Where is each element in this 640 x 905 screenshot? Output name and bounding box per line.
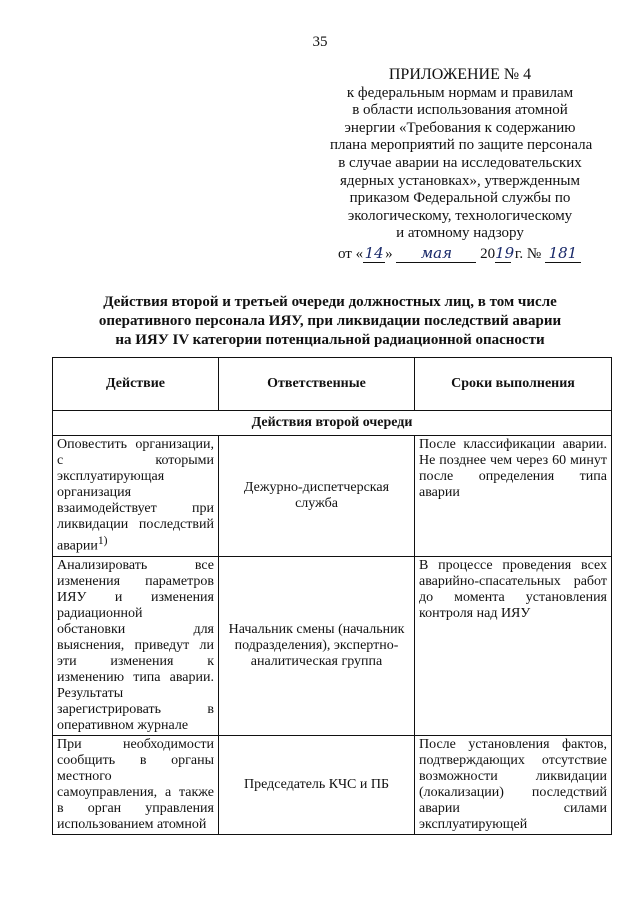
document-title [60,293,600,350]
handwritten-number: 181 [545,244,581,263]
title-line: на ИЯУ IV категории потенциальной радиационной опасности [115,332,545,348]
actions-table [52,357,612,835]
appendix-block [330,66,593,243]
footnote-mark: 1) [97,534,108,547]
section-row [53,411,612,436]
action-cell [53,436,219,557]
table-row [53,436,612,557]
deadline-cell: В процессе проведения всех аварийно-спасательных работ до момента установления контроля над ИЯУ [415,556,612,735]
appendix-line: и атомному надзору [396,225,524,242]
appendix-line: в области использования атомной [352,102,568,119]
appendix-line: плана мероприятий по защите персонала [330,137,593,154]
page-number: 35 [312,34,328,50]
table-row [53,735,612,834]
appendix-line: экологическому, технологическому [347,207,573,224]
responsible-cell: Председатель КЧС и ПБ [219,735,415,834]
responsible-cell: Начальник смены (начальник подразделения), экспертно-аналитическая группа [219,556,415,735]
date-prefix: от « [338,246,364,262]
section-title: Действия второй очереди [53,411,612,436]
handwritten-month: мая [396,244,476,263]
action-text: Оповестить организации, с которыми эксплуатирующая организация взаимодействует при ликвидации последствий аварии [57,437,214,554]
table-row [53,556,612,735]
header-deadline: Сроки выполнения [415,358,612,411]
appendix-title: ПРИЛОЖЕНИЕ № 4 [388,66,532,83]
deadline-cell: После классификации аварии. Не позднее чем через 60 минут после определения типа аварии [415,436,612,557]
number-label: г. № [514,246,542,262]
appendix-line: ядерных установках», утвержденным [340,172,580,189]
date-mid: » [385,246,393,262]
handwritten-day: 14 [364,244,384,262]
year-prefix: 20 [480,246,496,262]
responsible-cell: Дежурно-диспетчерская служба [219,436,415,557]
header-responsible: Ответственные [219,358,415,411]
appendix-line: энергии «Требования к содержанию [344,119,576,136]
action-cell: Анализировать все изменения параметров ИЯУ и изменения радиационной обстановки для выяснения, приведут ли эти изменения к изменению типа аварии. Результаты зарегистрировать в оперативном журнале [53,556,219,735]
handwritten-year: 19 [495,244,515,262]
appendix-line: приказом Федеральной службы по [349,190,571,207]
title-line: Действия второй и третьей очереди должностных лиц, в том числе [103,294,557,310]
appendix-line: к федеральным нормам и правилам [346,84,574,101]
order-date-number [338,244,581,263]
table-header-row [53,358,612,411]
action-cell: При необходимости сообщить в органы местного самоуправления, а также в орган управления использованием атомной [53,735,219,834]
deadline-cell: После установления фактов, подтверждающих отсутствие возможности ликвидации (локализации) последствий аварии силами эксплуатирующей [415,735,612,834]
header-action: Действие [53,358,219,411]
appendix-line: в случае аварии на исследовательских [338,154,582,171]
title-line: оперативного персонала ИЯУ, при ликвидации последствий аварии [98,313,562,329]
